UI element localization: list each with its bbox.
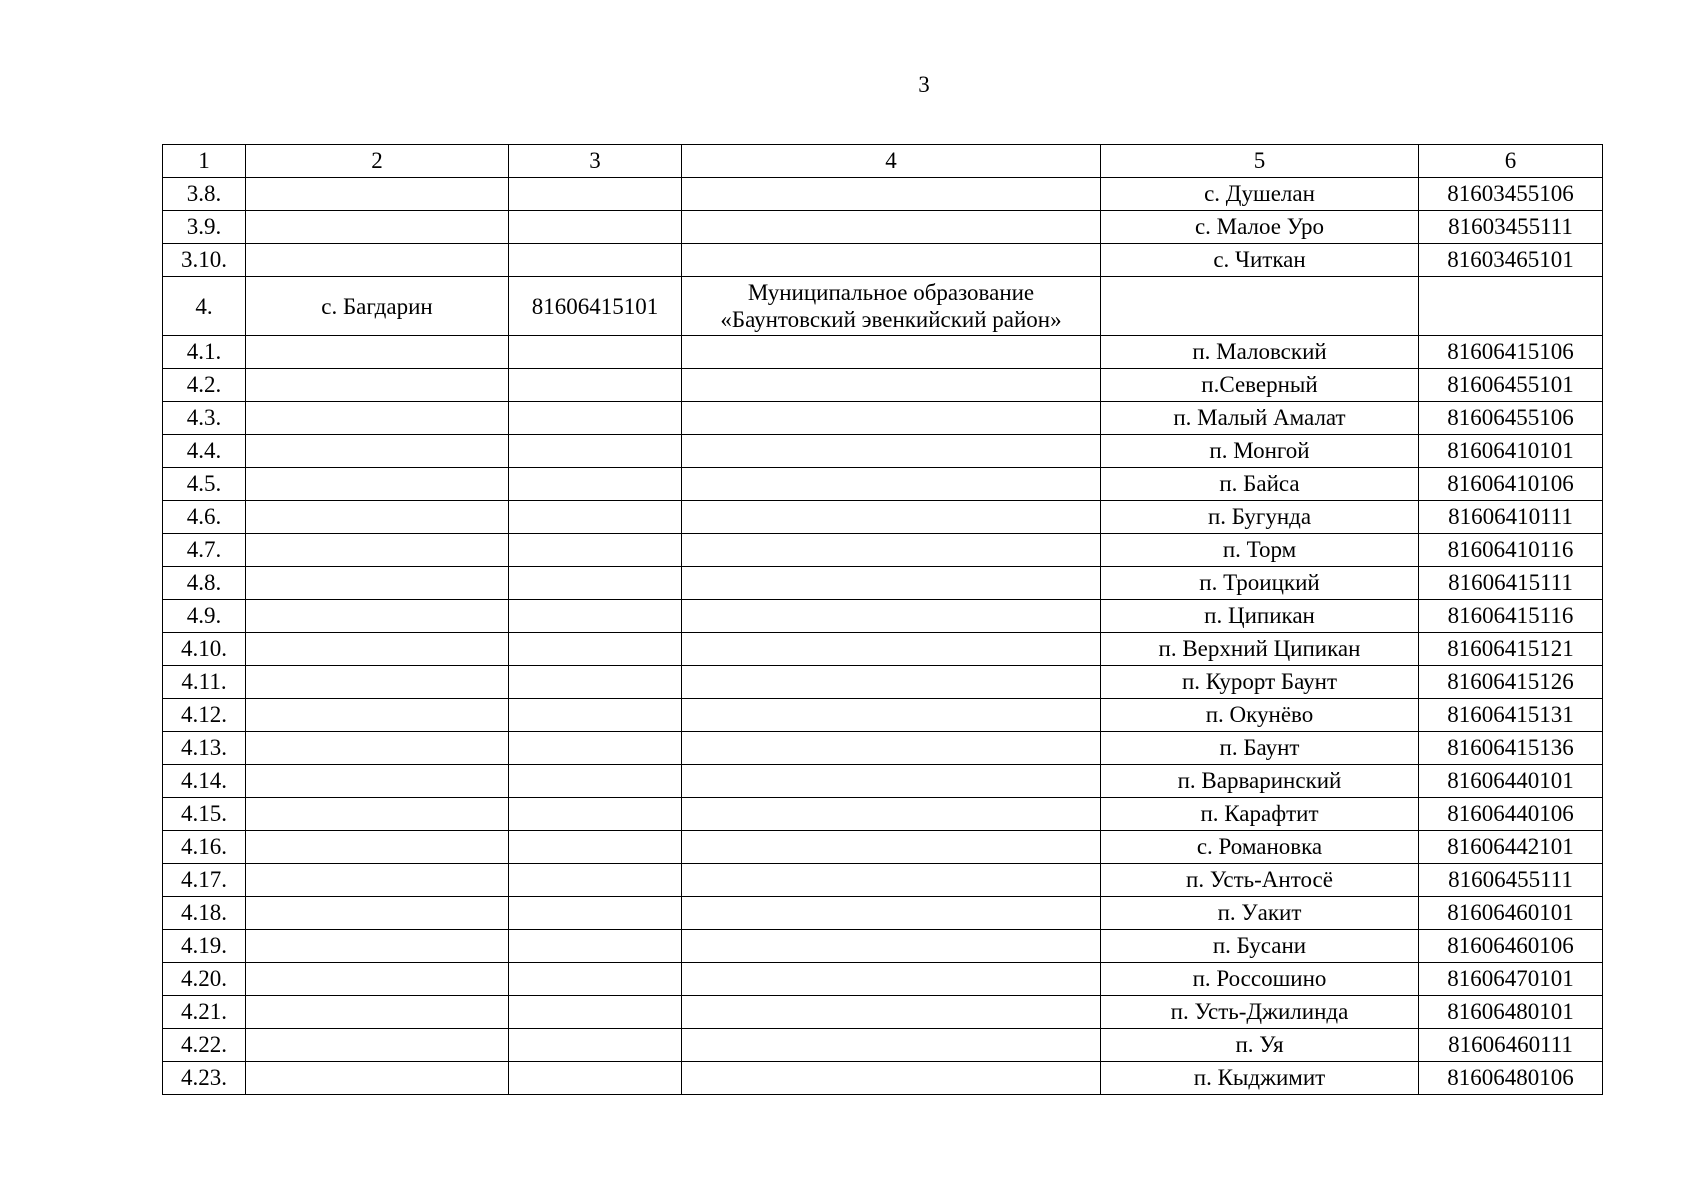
cell-center bbox=[246, 633, 509, 666]
cell-settlement: с. Малое Уро bbox=[1101, 211, 1419, 244]
cell-center bbox=[246, 798, 509, 831]
cell-municipality bbox=[682, 963, 1101, 996]
cell-settlement-code: 81606410101 bbox=[1419, 435, 1603, 468]
cell-settlement-code: 81603455111 bbox=[1419, 211, 1603, 244]
cell-settlement-code: 81606410111 bbox=[1419, 501, 1603, 534]
cell-number: 4.19. bbox=[163, 930, 246, 963]
cell-number: 3.8. bbox=[163, 178, 246, 211]
cell-settlement: п. Усть-Антосё bbox=[1101, 864, 1419, 897]
cell-settlement: п. Троицкий bbox=[1101, 567, 1419, 600]
table-row bbox=[163, 369, 1603, 402]
cell-center bbox=[246, 402, 509, 435]
cell-municipality bbox=[682, 211, 1101, 244]
table-row bbox=[163, 600, 1603, 633]
cell-center bbox=[246, 567, 509, 600]
cell-number: 4.22. bbox=[163, 1029, 246, 1062]
cell-settlement-code: 81603455106 bbox=[1419, 178, 1603, 211]
cell-municipality bbox=[682, 501, 1101, 534]
cell-number: 4.5. bbox=[163, 468, 246, 501]
table-row bbox=[163, 244, 1603, 277]
table-row bbox=[163, 402, 1603, 435]
cell-center bbox=[246, 178, 509, 211]
cell-center-code bbox=[509, 567, 682, 600]
cell-number: 4.12. bbox=[163, 699, 246, 732]
cell-settlement-code: 81606455106 bbox=[1419, 402, 1603, 435]
cell-center bbox=[246, 996, 509, 1029]
table-row bbox=[163, 1029, 1603, 1062]
table-row bbox=[163, 468, 1603, 501]
cell-settlement: с. Душелан bbox=[1101, 178, 1419, 211]
cell-number: 4.18. bbox=[163, 897, 246, 930]
cell-number: 4. bbox=[163, 277, 246, 336]
cell-settlement: п. Бусани bbox=[1101, 930, 1419, 963]
cell-center-code bbox=[509, 244, 682, 277]
table-row bbox=[163, 996, 1603, 1029]
cell-center-code bbox=[509, 369, 682, 402]
cell-center bbox=[246, 468, 509, 501]
cell-settlement-code: 81606415121 bbox=[1419, 633, 1603, 666]
table-row bbox=[163, 897, 1603, 930]
cell-municipality bbox=[682, 402, 1101, 435]
table-row bbox=[163, 277, 1603, 336]
column-header-5: 5 bbox=[1101, 145, 1419, 178]
table-row bbox=[163, 435, 1603, 468]
cell-municipality bbox=[682, 666, 1101, 699]
cell-number: 4.2. bbox=[163, 369, 246, 402]
cell-center bbox=[246, 1062, 509, 1095]
cell-settlement: п. Уя bbox=[1101, 1029, 1419, 1062]
cell-municipality bbox=[682, 435, 1101, 468]
cell-center-code bbox=[509, 468, 682, 501]
cell-center-code bbox=[509, 402, 682, 435]
cell-settlement: п. Усть-Джилинда bbox=[1101, 996, 1419, 1029]
cell-center-code: 81606415101 bbox=[509, 277, 682, 336]
cell-center bbox=[246, 336, 509, 369]
cell-settlement: п. Бугунда bbox=[1101, 501, 1419, 534]
cell-municipality bbox=[682, 765, 1101, 798]
cell-settlement: с. Романовка bbox=[1101, 831, 1419, 864]
cell-center-code bbox=[509, 864, 682, 897]
cell-number: 4.3. bbox=[163, 402, 246, 435]
table-row bbox=[163, 501, 1603, 534]
cell-center-code bbox=[509, 930, 682, 963]
cell-municipality bbox=[682, 244, 1101, 277]
cell-number: 3.10. bbox=[163, 244, 246, 277]
cell-municipality bbox=[682, 732, 1101, 765]
cell-center: с. Багдарин bbox=[246, 277, 509, 336]
table-row bbox=[163, 178, 1603, 211]
cell-center bbox=[246, 534, 509, 567]
cell-municipality bbox=[682, 534, 1101, 567]
table-row bbox=[163, 930, 1603, 963]
cell-settlement: п. Россошино bbox=[1101, 963, 1419, 996]
cell-settlement: п. Окунёво bbox=[1101, 699, 1419, 732]
cell-center-code bbox=[509, 633, 682, 666]
cell-settlement-code: 81606470101 bbox=[1419, 963, 1603, 996]
cell-settlement-code: 81606460106 bbox=[1419, 930, 1603, 963]
cell-center bbox=[246, 369, 509, 402]
table-row bbox=[163, 567, 1603, 600]
cell-settlement: п. Монгой bbox=[1101, 435, 1419, 468]
cell-number: 4.13. bbox=[163, 732, 246, 765]
cell-center bbox=[246, 244, 509, 277]
cell-municipality bbox=[682, 996, 1101, 1029]
cell-center-code bbox=[509, 831, 682, 864]
cell-center-code bbox=[509, 798, 682, 831]
cell-settlement: п. Малый Амалат bbox=[1101, 402, 1419, 435]
cell-municipality bbox=[682, 897, 1101, 930]
cell-center bbox=[246, 666, 509, 699]
cell-number: 4.1. bbox=[163, 336, 246, 369]
table-row bbox=[163, 699, 1603, 732]
cell-settlement-code: 81606415111 bbox=[1419, 567, 1603, 600]
cell-municipality bbox=[682, 468, 1101, 501]
cell-settlement-code: 81606460101 bbox=[1419, 897, 1603, 930]
cell-settlement-code: 81606480106 bbox=[1419, 1062, 1603, 1095]
cell-center bbox=[246, 1029, 509, 1062]
cell-settlement: п.Северный bbox=[1101, 369, 1419, 402]
cell-settlement-code: 81606460111 bbox=[1419, 1029, 1603, 1062]
cell-center bbox=[246, 501, 509, 534]
cell-center-code bbox=[509, 1029, 682, 1062]
cell-number: 4.15. bbox=[163, 798, 246, 831]
cell-number: 4.10. bbox=[163, 633, 246, 666]
cell-settlement: п. Варваринский bbox=[1101, 765, 1419, 798]
table-row bbox=[163, 633, 1603, 666]
cell-center bbox=[246, 211, 509, 244]
cell-number: 4.21. bbox=[163, 996, 246, 1029]
table-row bbox=[163, 732, 1603, 765]
cell-settlement-code: 81603465101 bbox=[1419, 244, 1603, 277]
cell-settlement: п. Торм bbox=[1101, 534, 1419, 567]
table-row bbox=[163, 1062, 1603, 1095]
cell-settlement: п. Курорт Баунт bbox=[1101, 666, 1419, 699]
cell-settlement: п. Ципикан bbox=[1101, 600, 1419, 633]
column-header-4: 4 bbox=[682, 145, 1101, 178]
cell-center-code bbox=[509, 1062, 682, 1095]
cell-settlement-code bbox=[1419, 277, 1603, 336]
cell-municipality bbox=[682, 864, 1101, 897]
cell-settlement: п. Уакит bbox=[1101, 897, 1419, 930]
table-body bbox=[163, 178, 1603, 1095]
table-row bbox=[163, 765, 1603, 798]
cell-number: 4.20. bbox=[163, 963, 246, 996]
cell-municipality bbox=[682, 369, 1101, 402]
cell-center-code bbox=[509, 699, 682, 732]
cell-center bbox=[246, 930, 509, 963]
cell-number: 4.9. bbox=[163, 600, 246, 633]
cell-municipality bbox=[682, 600, 1101, 633]
page-number: 3 bbox=[918, 72, 930, 97]
cell-settlement: с. Читкан bbox=[1101, 244, 1419, 277]
cell-municipality bbox=[682, 1029, 1101, 1062]
cell-settlement-code: 81606415116 bbox=[1419, 600, 1603, 633]
cell-center-code bbox=[509, 666, 682, 699]
cell-municipality bbox=[682, 178, 1101, 211]
cell-municipality bbox=[682, 336, 1101, 369]
table-row bbox=[163, 211, 1603, 244]
cell-settlement-code: 81606480101 bbox=[1419, 996, 1603, 1029]
cell-number: 4.14. bbox=[163, 765, 246, 798]
cell-settlement-code: 81606440101 bbox=[1419, 765, 1603, 798]
cell-settlement-code: 81606415131 bbox=[1419, 699, 1603, 732]
cell-settlement-code: 81606440106 bbox=[1419, 798, 1603, 831]
cell-settlement-code: 81606415126 bbox=[1419, 666, 1603, 699]
cell-center-code bbox=[509, 501, 682, 534]
cell-settlement: п. Карафтит bbox=[1101, 798, 1419, 831]
table-row bbox=[163, 336, 1603, 369]
cell-municipality bbox=[682, 699, 1101, 732]
column-header-6: 6 bbox=[1419, 145, 1603, 178]
cell-municipality bbox=[682, 798, 1101, 831]
cell-municipality bbox=[682, 1062, 1101, 1095]
cell-number: 4.4. bbox=[163, 435, 246, 468]
cell-center-code bbox=[509, 211, 682, 244]
cell-number: 4.17. bbox=[163, 864, 246, 897]
cell-center-code bbox=[509, 178, 682, 211]
table-row bbox=[163, 798, 1603, 831]
cell-settlement: п. Баунт bbox=[1101, 732, 1419, 765]
cell-number: 4.23. bbox=[163, 1062, 246, 1095]
cell-settlement-code: 81606415106 bbox=[1419, 336, 1603, 369]
cell-settlement: п. Байса bbox=[1101, 468, 1419, 501]
cell-center bbox=[246, 435, 509, 468]
cell-number: 3.9. bbox=[163, 211, 246, 244]
table-row bbox=[163, 864, 1603, 897]
cell-municipality bbox=[682, 633, 1101, 666]
table-row bbox=[163, 963, 1603, 996]
cell-settlement-code: 81606410116 bbox=[1419, 534, 1603, 567]
table-header bbox=[163, 145, 1603, 178]
cell-center bbox=[246, 864, 509, 897]
cell-center-code bbox=[509, 732, 682, 765]
column-header-1: 1 bbox=[163, 145, 246, 178]
cell-center-code bbox=[509, 435, 682, 468]
cell-number: 4.11. bbox=[163, 666, 246, 699]
cell-number: 4.7. bbox=[163, 534, 246, 567]
cell-center-code bbox=[509, 336, 682, 369]
column-header-2: 2 bbox=[246, 145, 509, 178]
cell-number: 4.8. bbox=[163, 567, 246, 600]
cell-center-code bbox=[509, 963, 682, 996]
cell-settlement: п. Кыджимит bbox=[1101, 1062, 1419, 1095]
cell-center bbox=[246, 963, 509, 996]
cell-settlement-code: 81606455111 bbox=[1419, 864, 1603, 897]
table-row bbox=[163, 534, 1603, 567]
cell-center-code bbox=[509, 765, 682, 798]
cell-settlement-code: 81606415136 bbox=[1419, 732, 1603, 765]
cell-number: 4.16. bbox=[163, 831, 246, 864]
cell-center-code bbox=[509, 534, 682, 567]
cell-municipality bbox=[682, 567, 1101, 600]
cell-center bbox=[246, 699, 509, 732]
settlements-table bbox=[162, 144, 1603, 1095]
cell-settlement: п. Верхний Ципикан bbox=[1101, 633, 1419, 666]
cell-settlement-code: 81606442101 bbox=[1419, 831, 1603, 864]
cell-center bbox=[246, 897, 509, 930]
cell-center-code bbox=[509, 600, 682, 633]
cell-center bbox=[246, 732, 509, 765]
cell-settlement-code: 81606455101 bbox=[1419, 369, 1603, 402]
cell-settlement: п. Маловский bbox=[1101, 336, 1419, 369]
cell-number: 4.6. bbox=[163, 501, 246, 534]
cell-center bbox=[246, 765, 509, 798]
table-row bbox=[163, 831, 1603, 864]
cell-center bbox=[246, 600, 509, 633]
cell-municipality bbox=[682, 930, 1101, 963]
cell-settlement bbox=[1101, 277, 1419, 336]
table-row bbox=[163, 666, 1603, 699]
table-header-row bbox=[163, 145, 1603, 178]
cell-settlement-code: 81606410106 bbox=[1419, 468, 1603, 501]
cell-municipality bbox=[682, 831, 1101, 864]
cell-center bbox=[246, 831, 509, 864]
cell-center-code bbox=[509, 897, 682, 930]
cell-center-code bbox=[509, 996, 682, 1029]
column-header-3: 3 bbox=[509, 145, 682, 178]
cell-municipality: Муниципальное образование «Баунтовский эвенкийский район» bbox=[682, 277, 1101, 336]
